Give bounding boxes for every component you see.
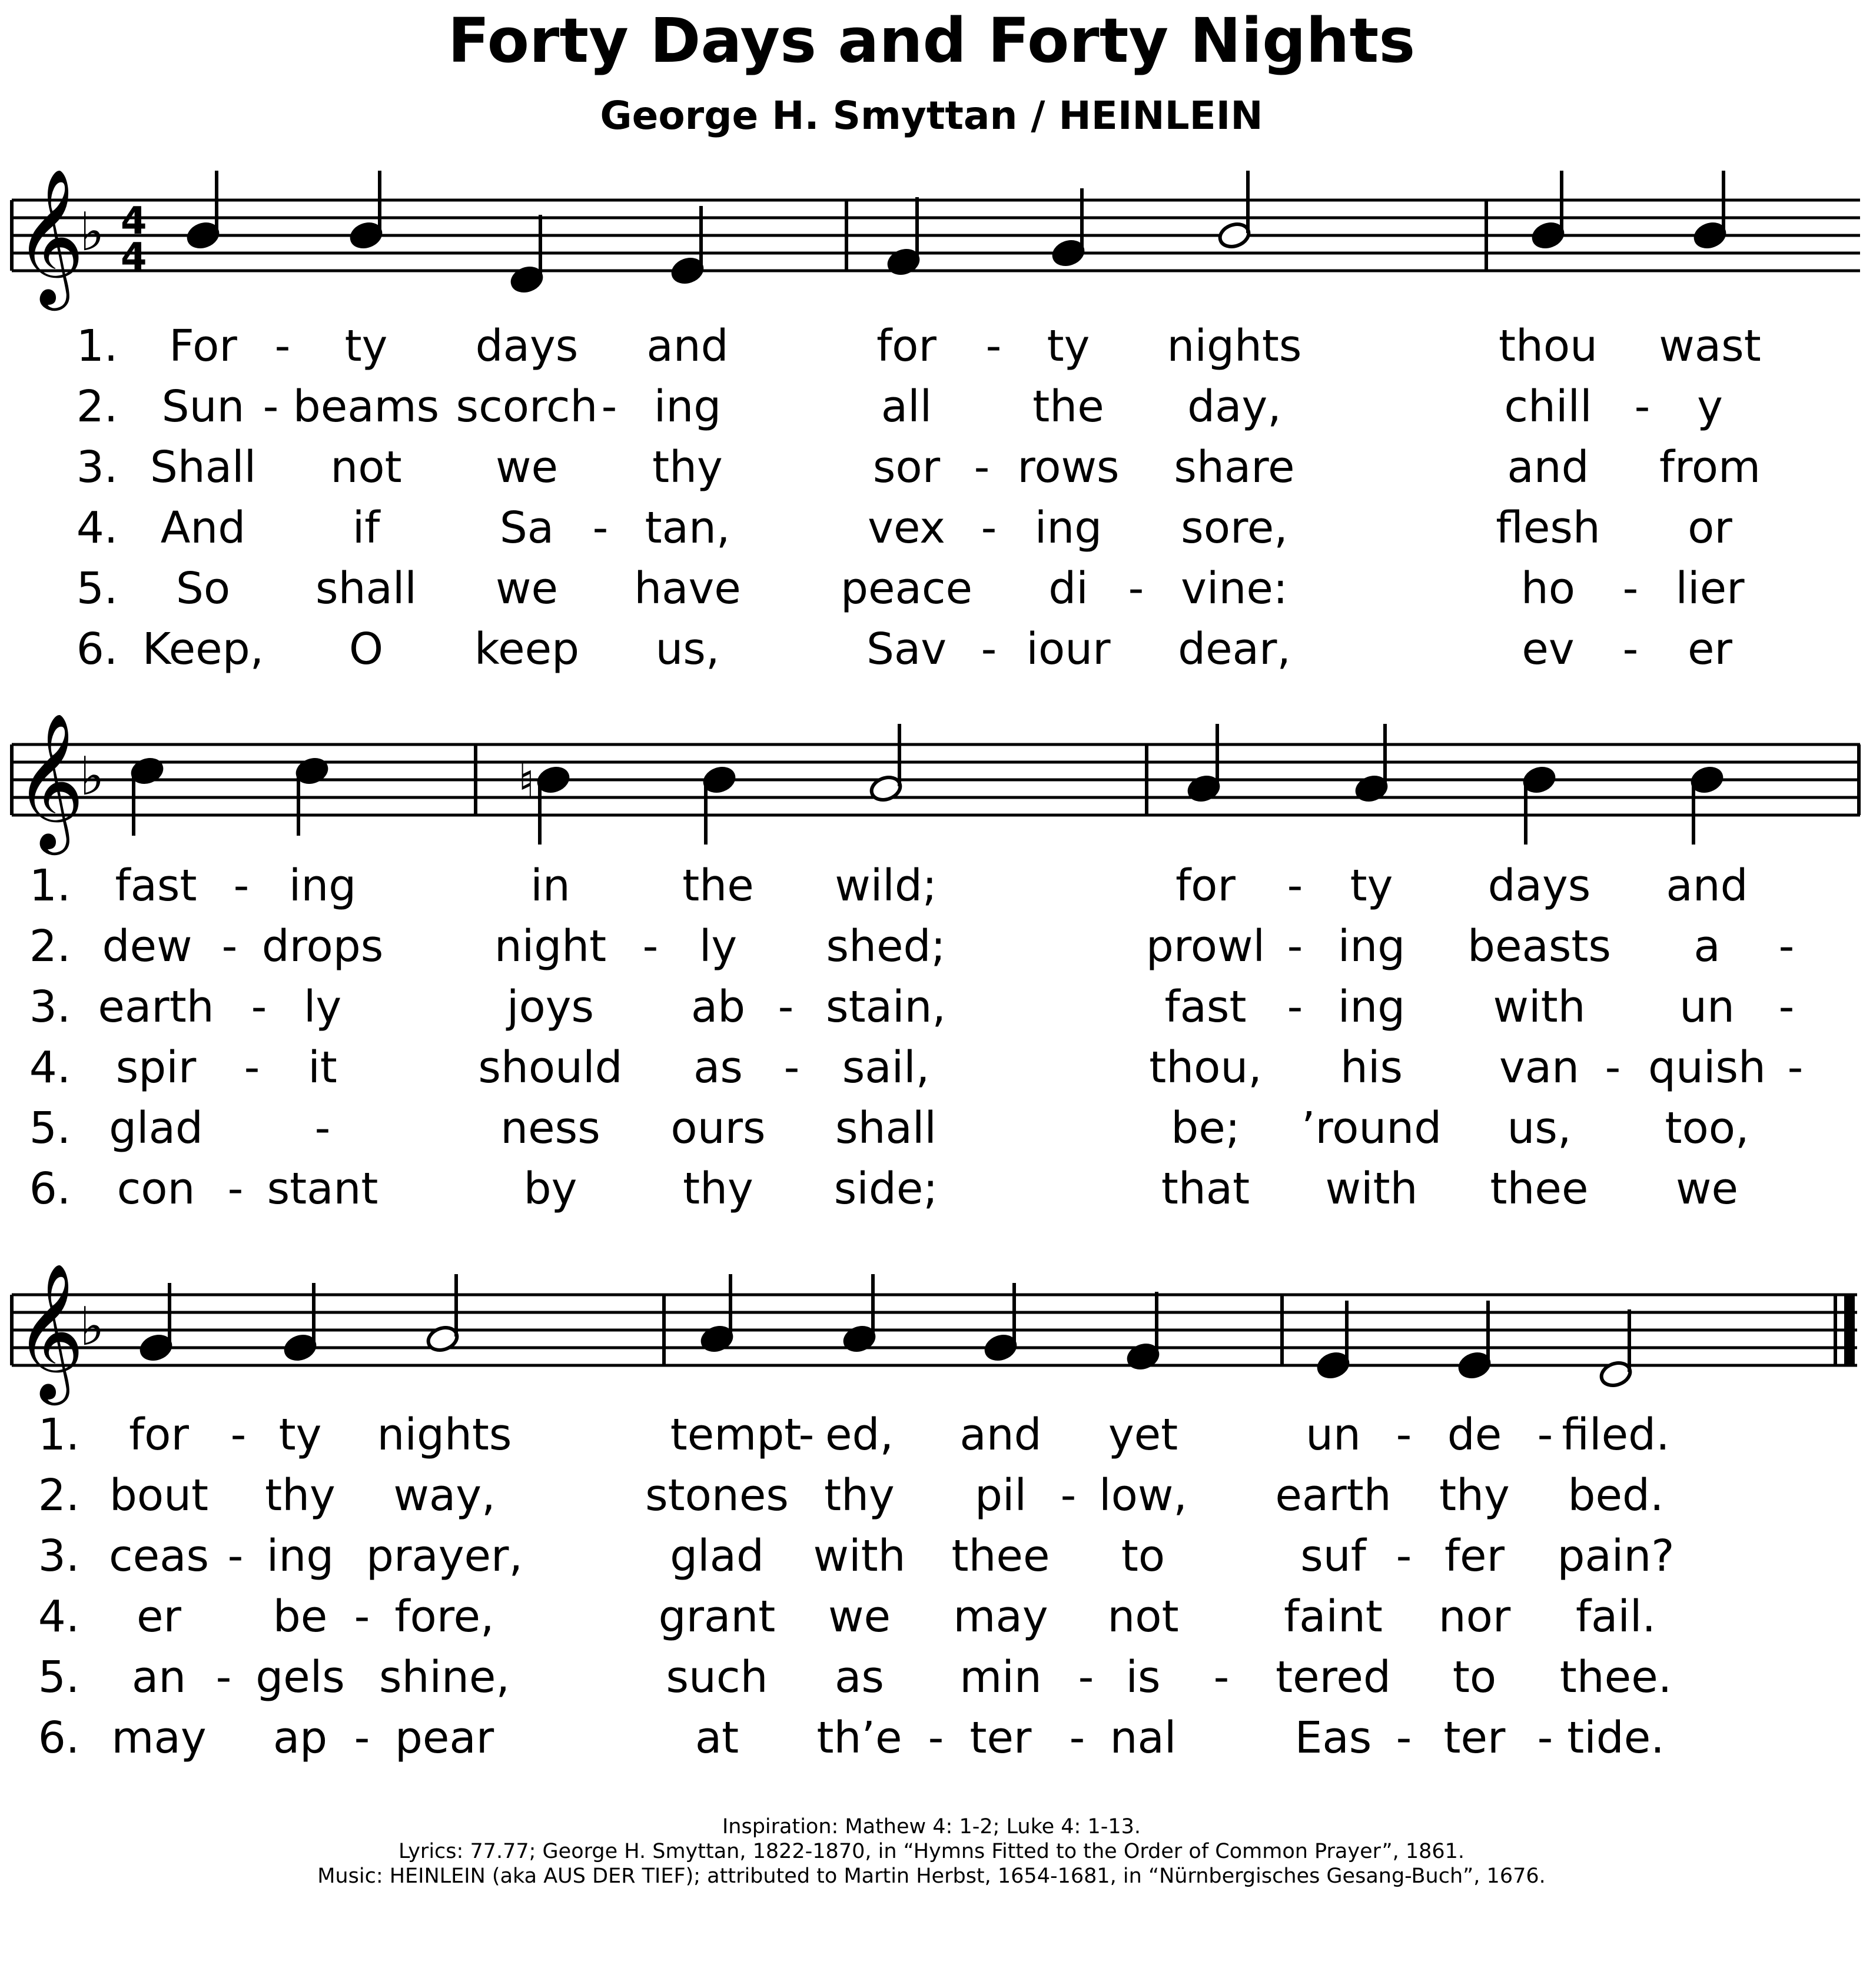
syllable-hyphen: -: [1396, 1531, 1412, 1581]
lyric-syllable: ty: [278, 1409, 322, 1460]
lyric-syllable: have: [634, 563, 741, 614]
hymn-subtitle: George H. Smyttan / HEINLEIN: [600, 93, 1263, 138]
lyric-syllable: with: [1493, 982, 1586, 1032]
syllable-hyphen: -: [354, 1591, 370, 1642]
verse-line: [0, 321, 1863, 381]
lyric-syllable: er: [1688, 624, 1732, 674]
lyric-syllable: nor: [1438, 1591, 1511, 1642]
syllable-hyphen: -: [981, 503, 997, 553]
lyric-syllable: ty: [1047, 321, 1090, 371]
lyric-syllable: thou: [1498, 321, 1598, 371]
lyric-syllable: from: [1659, 442, 1761, 493]
lyric-syllable: as: [693, 1042, 743, 1093]
lyric-syllable: fast: [1164, 982, 1247, 1032]
treble-clef-icon: 𝄞: [15, 712, 85, 849]
treble-clef-icon: 𝄞: [15, 168, 85, 305]
verse-line: [0, 1531, 1863, 1591]
lyric-syllable: ty: [344, 321, 388, 371]
lyric-syllable: beams: [293, 381, 440, 432]
lyric-syllable: stones: [645, 1470, 789, 1521]
lyric-syllable: ness: [500, 1103, 600, 1153]
syllable-hyphen: -: [1622, 563, 1639, 614]
verse-line: [0, 503, 1863, 563]
music-staff-system-3: [0, 1254, 1863, 1430]
verse-line: [0, 381, 1863, 442]
lyric-syllable: too,: [1665, 1103, 1749, 1153]
lyric-syllable: vex: [868, 503, 945, 553]
lyric-syllable: thee: [951, 1531, 1050, 1581]
lyric-syllable: van: [1499, 1042, 1580, 1093]
verse-number: 3.: [76, 442, 118, 493]
lyric-syllable: ing: [653, 381, 722, 432]
verse-line: [0, 1042, 1863, 1103]
lyric-syllable: yet: [1108, 1409, 1178, 1460]
syllable-hyphen: -: [1787, 1042, 1804, 1093]
syllable-hyphen: -: [1605, 1042, 1621, 1093]
lyric-syllable: tered: [1276, 1652, 1391, 1703]
lyric-syllable: peace: [840, 563, 973, 614]
lyric-syllable: joys: [506, 982, 595, 1032]
verse-line: [0, 1591, 1863, 1652]
lyric-syllable: ly: [699, 921, 738, 972]
lyric-syllable: spir: [115, 1042, 197, 1093]
lyric-syllable: shall: [835, 1103, 937, 1153]
lyric-syllable: thy: [1439, 1470, 1510, 1521]
lyric-syllable: an: [131, 1652, 187, 1703]
lyric-syllable: us,: [1507, 1103, 1572, 1153]
syllable-hyphen: -: [985, 321, 1002, 371]
lyric-syllable: And: [160, 503, 246, 553]
lyric-syllable: rows: [1017, 442, 1120, 493]
lyric-syllable: glad: [670, 1531, 764, 1581]
verse-line: [0, 1652, 1863, 1713]
lyric-syllable: wild;: [835, 860, 937, 911]
lyric-syllable: thee: [1490, 1163, 1589, 1214]
verse-number: 1.: [29, 860, 71, 911]
lyric-syllable: all: [881, 381, 932, 432]
lyric-syllable: ev: [1522, 624, 1575, 674]
credits: [0, 1814, 1863, 1889]
lyric-syllable: lier: [1675, 563, 1745, 614]
lyric-syllable: not: [1107, 1591, 1179, 1642]
verse-number: 6.: [38, 1713, 80, 1763]
syllable-hyphen: -: [798, 1409, 815, 1460]
syllable-hyphen: -: [974, 442, 990, 493]
verse-line: [0, 982, 1863, 1042]
time-signature-bottom: 4: [121, 235, 147, 279]
syllable-hyphen: -: [1078, 1652, 1094, 1703]
lyric-syllable: dear,: [1178, 624, 1291, 674]
lyric-syllable: vine:: [1181, 563, 1288, 614]
lyric-syllable: days: [475, 321, 579, 371]
syllable-hyphen: -: [1060, 1470, 1077, 1521]
lyric-syllable: So: [175, 563, 231, 614]
verse-line: [0, 1163, 1863, 1224]
syllable-hyphen: -: [1287, 982, 1303, 1032]
lyric-syllable: prayer,: [366, 1531, 523, 1581]
lyric-syllable: us,: [655, 624, 720, 674]
credits-music: Music: HEINLEIN (aka AUS DER TIEF); attributed to Martin Herbst, 1654-1681, in “Nürnbergisches Gesang-Buch”, 1676.: [317, 1864, 1546, 1888]
lyric-syllable: faint: [1284, 1591, 1383, 1642]
syllable-hyphen: -: [233, 860, 250, 911]
lyric-syllable: bout: [109, 1470, 209, 1521]
lyric-syllable: fast: [115, 860, 197, 911]
verse-number: 3.: [29, 982, 71, 1032]
lyric-syllable: iour: [1026, 624, 1111, 674]
lyric-syllable: ing: [1337, 982, 1406, 1032]
lyric-syllable: and: [646, 321, 729, 371]
verse-line: [0, 442, 1863, 503]
lyric-syllable: fer: [1444, 1531, 1505, 1581]
lyric-syllable: thy: [265, 1470, 336, 1521]
lyric-syllable: be: [273, 1591, 328, 1642]
lyric-syllable: should: [478, 1042, 623, 1093]
lyric-syllable: sore,: [1181, 503, 1288, 553]
lyric-syllable: filed.: [1562, 1409, 1670, 1460]
syllable-hyphen: -: [1287, 921, 1303, 972]
verse-line: [0, 563, 1863, 624]
lyric-syllable: ing: [266, 1531, 334, 1581]
lyric-syllable: shine,: [379, 1652, 510, 1703]
time-signature-top: 4: [121, 200, 147, 243]
final-barline: [1844, 1295, 1855, 1365]
lyric-syllable: or: [1688, 503, 1732, 553]
lyric-syllable: un: [1679, 982, 1735, 1032]
lyric-syllable: quish: [1648, 1042, 1766, 1093]
natural-sign-icon: ♮: [518, 754, 535, 809]
lyric-syllable: pil: [974, 1470, 1027, 1521]
lyric-syllable: ing: [1034, 503, 1102, 553]
lyric-syllable: at: [695, 1713, 739, 1763]
lyric-syllable: ed,: [825, 1409, 894, 1460]
syllable-hyphen: -: [354, 1713, 370, 1763]
lyric-syllable: er: [137, 1591, 181, 1642]
lyric-syllable: we: [1675, 1163, 1739, 1214]
syllable-hyphen: -: [778, 982, 794, 1032]
lyric-syllable: con: [117, 1163, 195, 1214]
syllable-hyphen: -: [263, 381, 279, 432]
lyric-syllable: drops: [261, 921, 384, 972]
syllable-hyphen: -: [981, 624, 997, 674]
lyric-syllable: as: [835, 1652, 884, 1703]
lyric-syllable: it: [308, 1042, 337, 1093]
lyric-syllable: a: [1693, 921, 1721, 972]
syllable-hyphen: -: [783, 1042, 800, 1093]
syllable-hyphen: -: [227, 1163, 244, 1214]
lyric-syllable: For: [169, 321, 237, 371]
lyric-syllable: Sa: [499, 503, 554, 553]
syllable-hyphen: -: [642, 921, 659, 972]
lyric-syllable: tide.: [1567, 1713, 1665, 1763]
lyric-syllable: for: [129, 1409, 189, 1460]
syllable-hyphen: -: [1537, 1409, 1553, 1460]
lyric-syllable: may: [953, 1591, 1048, 1642]
lyrics-system-3: [0, 1409, 1863, 1773]
syllable-hyphen: -: [244, 1042, 260, 1093]
lyric-syllable: for: [876, 321, 937, 371]
lyric-syllable: earth: [1275, 1470, 1392, 1521]
verse-number: 1.: [76, 321, 118, 371]
verse-number: 2.: [29, 921, 71, 972]
syllable-hyphen: -: [592, 503, 609, 553]
lyric-syllable: ceas: [108, 1531, 210, 1581]
lyric-syllable: share: [1174, 442, 1295, 493]
lyric-syllable: wast: [1659, 321, 1761, 371]
syllable-hyphen: -: [1622, 624, 1639, 674]
syllable-hyphen: -: [1128, 563, 1144, 614]
lyric-syllable: we: [495, 442, 559, 493]
verse-number: 6.: [76, 624, 118, 674]
lyric-syllable: for: [1175, 860, 1236, 911]
lyric-syllable: to: [1452, 1652, 1497, 1703]
lyric-syllable: by: [523, 1163, 577, 1214]
verse-line: [0, 1713, 1863, 1773]
credits-inspiration: Inspiration: Mathew 4: 1-2; Luke 4: 1-13.: [722, 1815, 1141, 1839]
lyric-syllable: y: [1697, 381, 1723, 432]
lyric-syllable: shall: [316, 563, 417, 614]
syllable-hyphen: -: [1778, 982, 1795, 1032]
verse-number: 1.: [38, 1409, 80, 1460]
lyric-syllable: thy: [652, 442, 723, 493]
lyric-syllable: side;: [833, 1163, 938, 1214]
lyric-syllable: fore,: [394, 1591, 494, 1642]
lyric-syllable: thou,: [1149, 1042, 1262, 1093]
treble-clef-icon: 𝄞: [15, 1262, 85, 1399]
lyric-syllable: nal: [1110, 1713, 1177, 1763]
lyric-syllable: may: [111, 1713, 207, 1763]
syllable-hyphen: -: [215, 1652, 232, 1703]
lyric-syllable: Sun: [161, 381, 245, 432]
lyric-syllable: ing: [1337, 921, 1406, 972]
lyric-syllable: keep: [474, 624, 580, 674]
lyric-syllable: ter: [969, 1713, 1032, 1763]
syllable-hyphen: -: [1778, 921, 1795, 972]
lyric-syllable: glad: [109, 1103, 203, 1153]
lyric-syllable: ab: [690, 982, 746, 1032]
lyric-syllable: the: [682, 860, 754, 911]
lyrics-system-2: [0, 860, 1863, 1224]
lyric-syllable: pain?: [1557, 1531, 1675, 1581]
syllable-hyphen: -: [251, 982, 267, 1032]
lyric-syllable: stant: [267, 1163, 378, 1214]
lyric-syllable: stain,: [826, 982, 946, 1032]
lyric-syllable: scorch: [456, 381, 598, 432]
lyric-syllable: such: [666, 1652, 768, 1703]
lyric-syllable: Eas: [1294, 1713, 1372, 1763]
verse-number: 6.: [29, 1163, 71, 1214]
lyric-syllable: nights: [1167, 321, 1302, 371]
lyric-syllable: ty: [1350, 860, 1393, 911]
verse-number: 4.: [38, 1591, 80, 1642]
lyric-syllable: grant: [658, 1591, 776, 1642]
verse-number: 2.: [76, 381, 118, 432]
lyric-syllable: Shall: [150, 442, 257, 493]
lyric-syllable: suf: [1300, 1531, 1366, 1581]
lyric-syllable: bed.: [1568, 1470, 1664, 1521]
lyric-syllable: ap: [273, 1713, 328, 1763]
lyric-syllable: with: [1325, 1163, 1418, 1214]
lyric-syllable: and: [959, 1409, 1042, 1460]
verse-line: [0, 1470, 1863, 1531]
lyric-syllable: th’e: [816, 1713, 902, 1763]
lyric-syllable: day,: [1187, 381, 1281, 432]
syllable-hyphen: -: [1634, 381, 1651, 432]
lyric-syllable: prowl: [1145, 921, 1266, 972]
lyric-syllable: and: [1507, 442, 1589, 493]
lyric-syllable: fail.: [1575, 1591, 1656, 1642]
lyric-syllable: not: [330, 442, 402, 493]
syllable-hyphen: -: [227, 1531, 244, 1581]
verse-line: [0, 624, 1863, 684]
lyric-syllable: if: [352, 503, 380, 553]
lyric-syllable: ing: [288, 860, 357, 911]
lyric-syllable: we: [495, 563, 559, 614]
lyric-syllable: and: [1666, 860, 1748, 911]
lyric-syllable: in: [530, 860, 570, 911]
lyric-syllable: to: [1121, 1531, 1165, 1581]
lyric-syllable: ly: [303, 982, 342, 1032]
verse-number: 4.: [76, 503, 118, 553]
lyric-syllable: pear: [394, 1713, 494, 1763]
lyric-syllable: ’round: [1301, 1103, 1442, 1153]
verse-line: [0, 1103, 1863, 1163]
lyric-syllable: de: [1447, 1409, 1502, 1460]
syllable-hyphen: -: [928, 1713, 944, 1763]
lyric-syllable: sor: [872, 442, 941, 493]
syllable-hyphen: -: [1213, 1652, 1230, 1703]
lyric-syllable: his: [1340, 1042, 1403, 1093]
lyric-syllable: thy: [824, 1470, 895, 1521]
key-signature-flat-icon: ♭: [79, 1296, 105, 1358]
lyric-syllable: flesh: [1496, 503, 1600, 553]
key-signature-flat-icon: ♭: [79, 201, 105, 263]
credits-lyrics: Lyrics: 77.77; George H. Smyttan, 1822-1870, in “Hymns Fitted to the Order of Common Prayer”, 1861.: [398, 1840, 1465, 1863]
verse-number: 5.: [29, 1103, 71, 1153]
verse-number: 2.: [38, 1470, 80, 1521]
lyric-syllable: ours: [670, 1103, 766, 1153]
lyric-syllable: be;: [1171, 1103, 1240, 1153]
syllable-hyphen: -: [1537, 1713, 1553, 1763]
verse-number: 3.: [38, 1531, 80, 1581]
lyric-syllable: days: [1487, 860, 1591, 911]
lyric-syllable: the: [1032, 381, 1104, 432]
lyric-syllable: un: [1306, 1409, 1361, 1460]
lyric-syllable: Sav: [866, 624, 947, 674]
syllable-hyphen: -: [314, 1103, 331, 1153]
lyric-syllable: thee.: [1559, 1652, 1672, 1703]
lyric-syllable: ter: [1443, 1713, 1506, 1763]
lyric-syllable: dew: [102, 921, 192, 972]
lyric-syllable: that: [1161, 1163, 1250, 1214]
lyrics-system-1: [0, 321, 1863, 684]
syllable-hyphen: -: [1069, 1713, 1085, 1763]
syllable-hyphen: -: [274, 321, 291, 371]
lyric-syllable: shed;: [826, 921, 946, 972]
lyric-syllable: sail,: [842, 1042, 930, 1093]
lyric-syllable: Keep,: [142, 624, 264, 674]
lyric-syllable: O: [348, 624, 384, 674]
lyric-syllable: nights: [377, 1409, 512, 1460]
lyric-syllable: we: [828, 1591, 891, 1642]
syllable-hyphen: -: [601, 381, 617, 432]
lyric-syllable: beasts: [1467, 921, 1611, 972]
verse-line: [0, 1409, 1863, 1470]
lyric-syllable: low,: [1099, 1470, 1187, 1521]
verse-line: [0, 860, 1863, 921]
verse-number: 4.: [29, 1042, 71, 1093]
verse-number: 5.: [76, 563, 118, 614]
lyric-syllable: earth: [98, 982, 214, 1032]
lyric-syllable: ho: [1520, 563, 1576, 614]
hymn-title: Forty Days and Forty Nights: [447, 5, 1416, 77]
lyric-syllable: tan,: [645, 503, 730, 553]
lyric-syllable: di: [1048, 563, 1088, 614]
lyric-syllable: min: [959, 1652, 1042, 1703]
syllable-hyphen: -: [1396, 1409, 1412, 1460]
lyric-syllable: chill: [1504, 381, 1592, 432]
music-staff-system-2: [0, 706, 1863, 883]
verse-line: [0, 921, 1863, 982]
lyric-syllable: night: [494, 921, 607, 972]
syllable-hyphen: -: [1396, 1713, 1412, 1763]
lyric-syllable: with: [813, 1531, 906, 1581]
syllable-hyphen: -: [221, 921, 238, 972]
verse-number: 5.: [38, 1652, 80, 1703]
lyric-syllable: tempt: [670, 1409, 802, 1460]
syllable-hyphen: -: [1287, 860, 1303, 911]
lyric-syllable: gels: [255, 1652, 345, 1703]
syllable-hyphen: -: [230, 1409, 247, 1460]
key-signature-flat-icon: ♭: [79, 746, 105, 807]
lyric-syllable: thy: [683, 1163, 753, 1214]
lyric-syllable: way,: [393, 1470, 496, 1521]
lyric-syllable: is: [1125, 1652, 1161, 1703]
